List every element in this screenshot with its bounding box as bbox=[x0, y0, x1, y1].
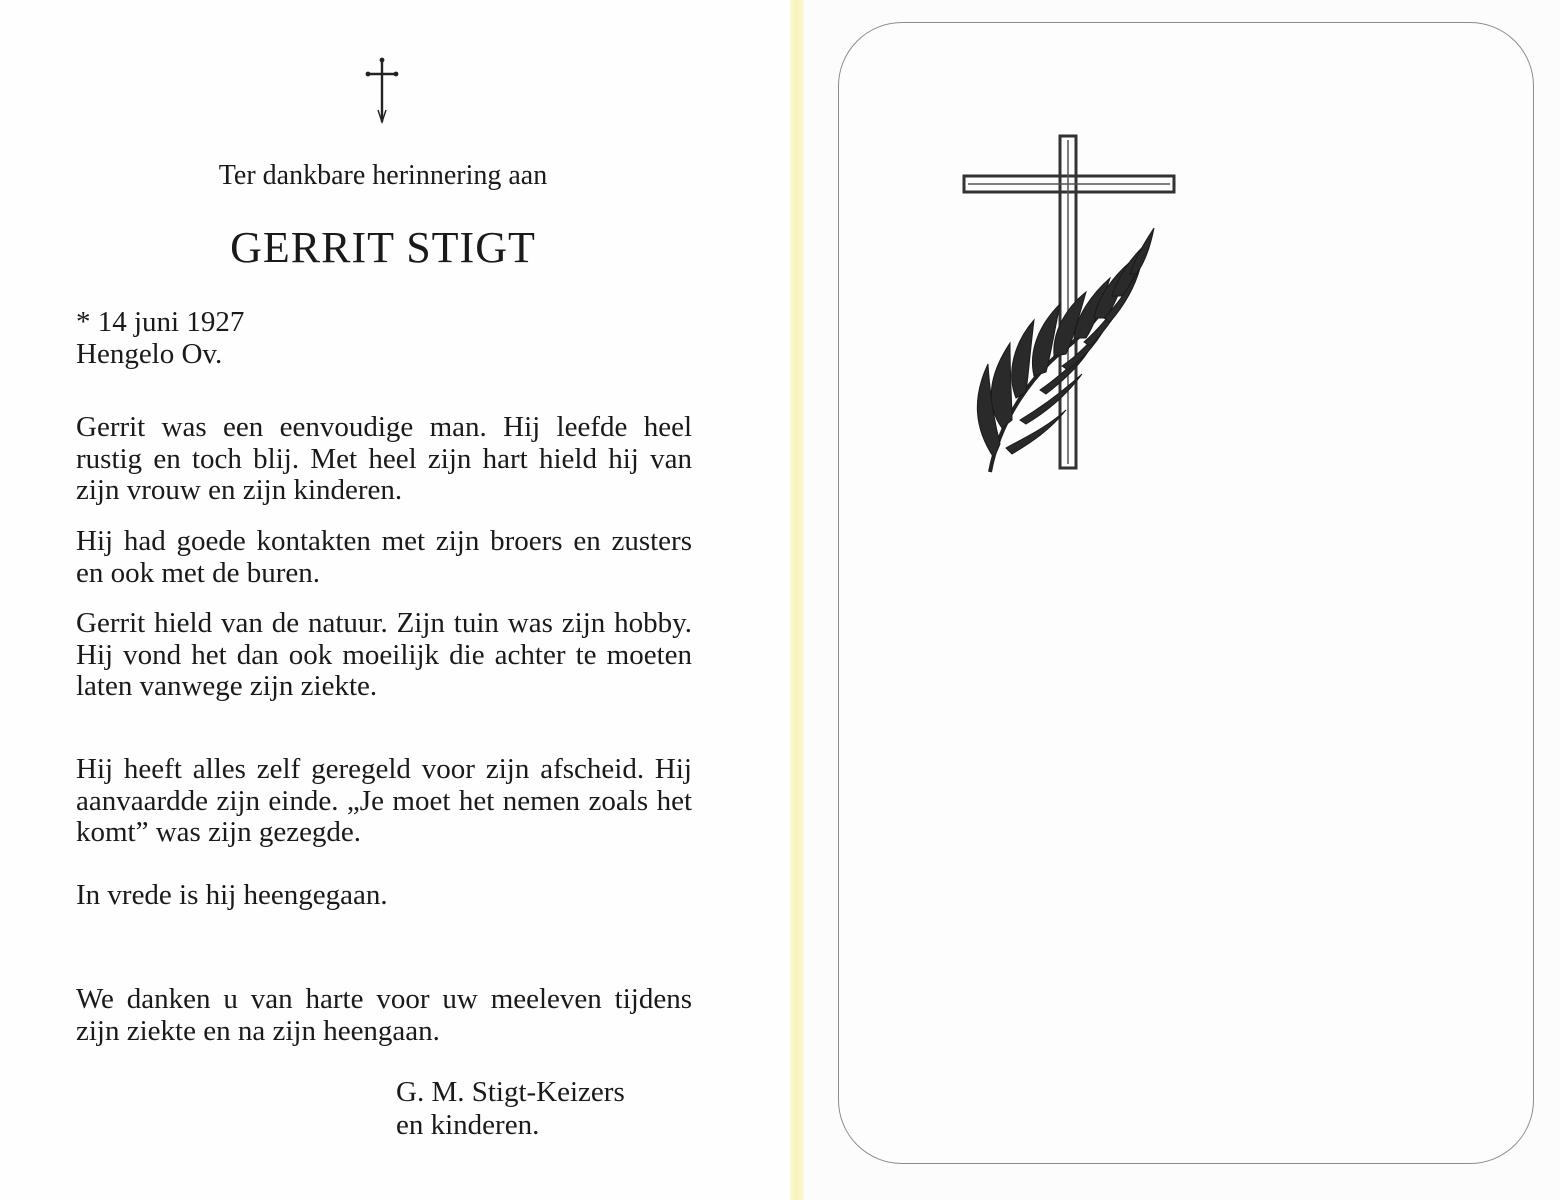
paragraph-1: Gerrit was een eenvoudige man. Hij leefde heel rustig en toch blij. Met heel zijn hart hield hij van zijn vrouw en zijn kinderen. bbox=[76, 411, 692, 506]
paragraph-4: Hij heeft alles zelf geregeld voor zijn afscheid. Hij aanvaardde zijn einde. „Je moet het nemen zoals het komt” was zijn gezegde. bbox=[76, 753, 692, 848]
memorial-card-image-page bbox=[804, 0, 1560, 1200]
cross-with-palm-branch-icon bbox=[954, 128, 1194, 478]
intro-text: Ter dankbare herinnering aan bbox=[218, 160, 548, 191]
birth-info bbox=[76, 306, 244, 370]
paragraph-3: Gerrit hield van de natuur. Zijn tuin was zijn hobby. Hij vond het dan ook moeilijk die achter te moeten laten vanwege zijn ziekte. bbox=[76, 607, 692, 702]
birth-place: Hengelo Ov. bbox=[76, 338, 223, 370]
signature-line-1: G. M. Stigt-Keizers bbox=[396, 1076, 625, 1108]
signature-line-2: en kinderen. bbox=[396, 1109, 540, 1141]
deceased-name: GERRIT STIGT bbox=[230, 223, 536, 272]
cross-icon bbox=[360, 56, 404, 126]
signature bbox=[396, 1076, 625, 1142]
paragraph-5: In vrede is hij heengegaan. bbox=[76, 879, 388, 911]
birth-date: * 14 juni 1927 bbox=[76, 306, 245, 338]
paragraph-2: Hij had goede kontakten met zijn broers en zusters en ook met de buren. bbox=[76, 525, 692, 589]
thanks-text: We danken u van harte voor uw meeleven tijdens zijn ziekte en na zijn heengaan. bbox=[76, 983, 692, 1047]
card-fold bbox=[790, 0, 804, 1200]
